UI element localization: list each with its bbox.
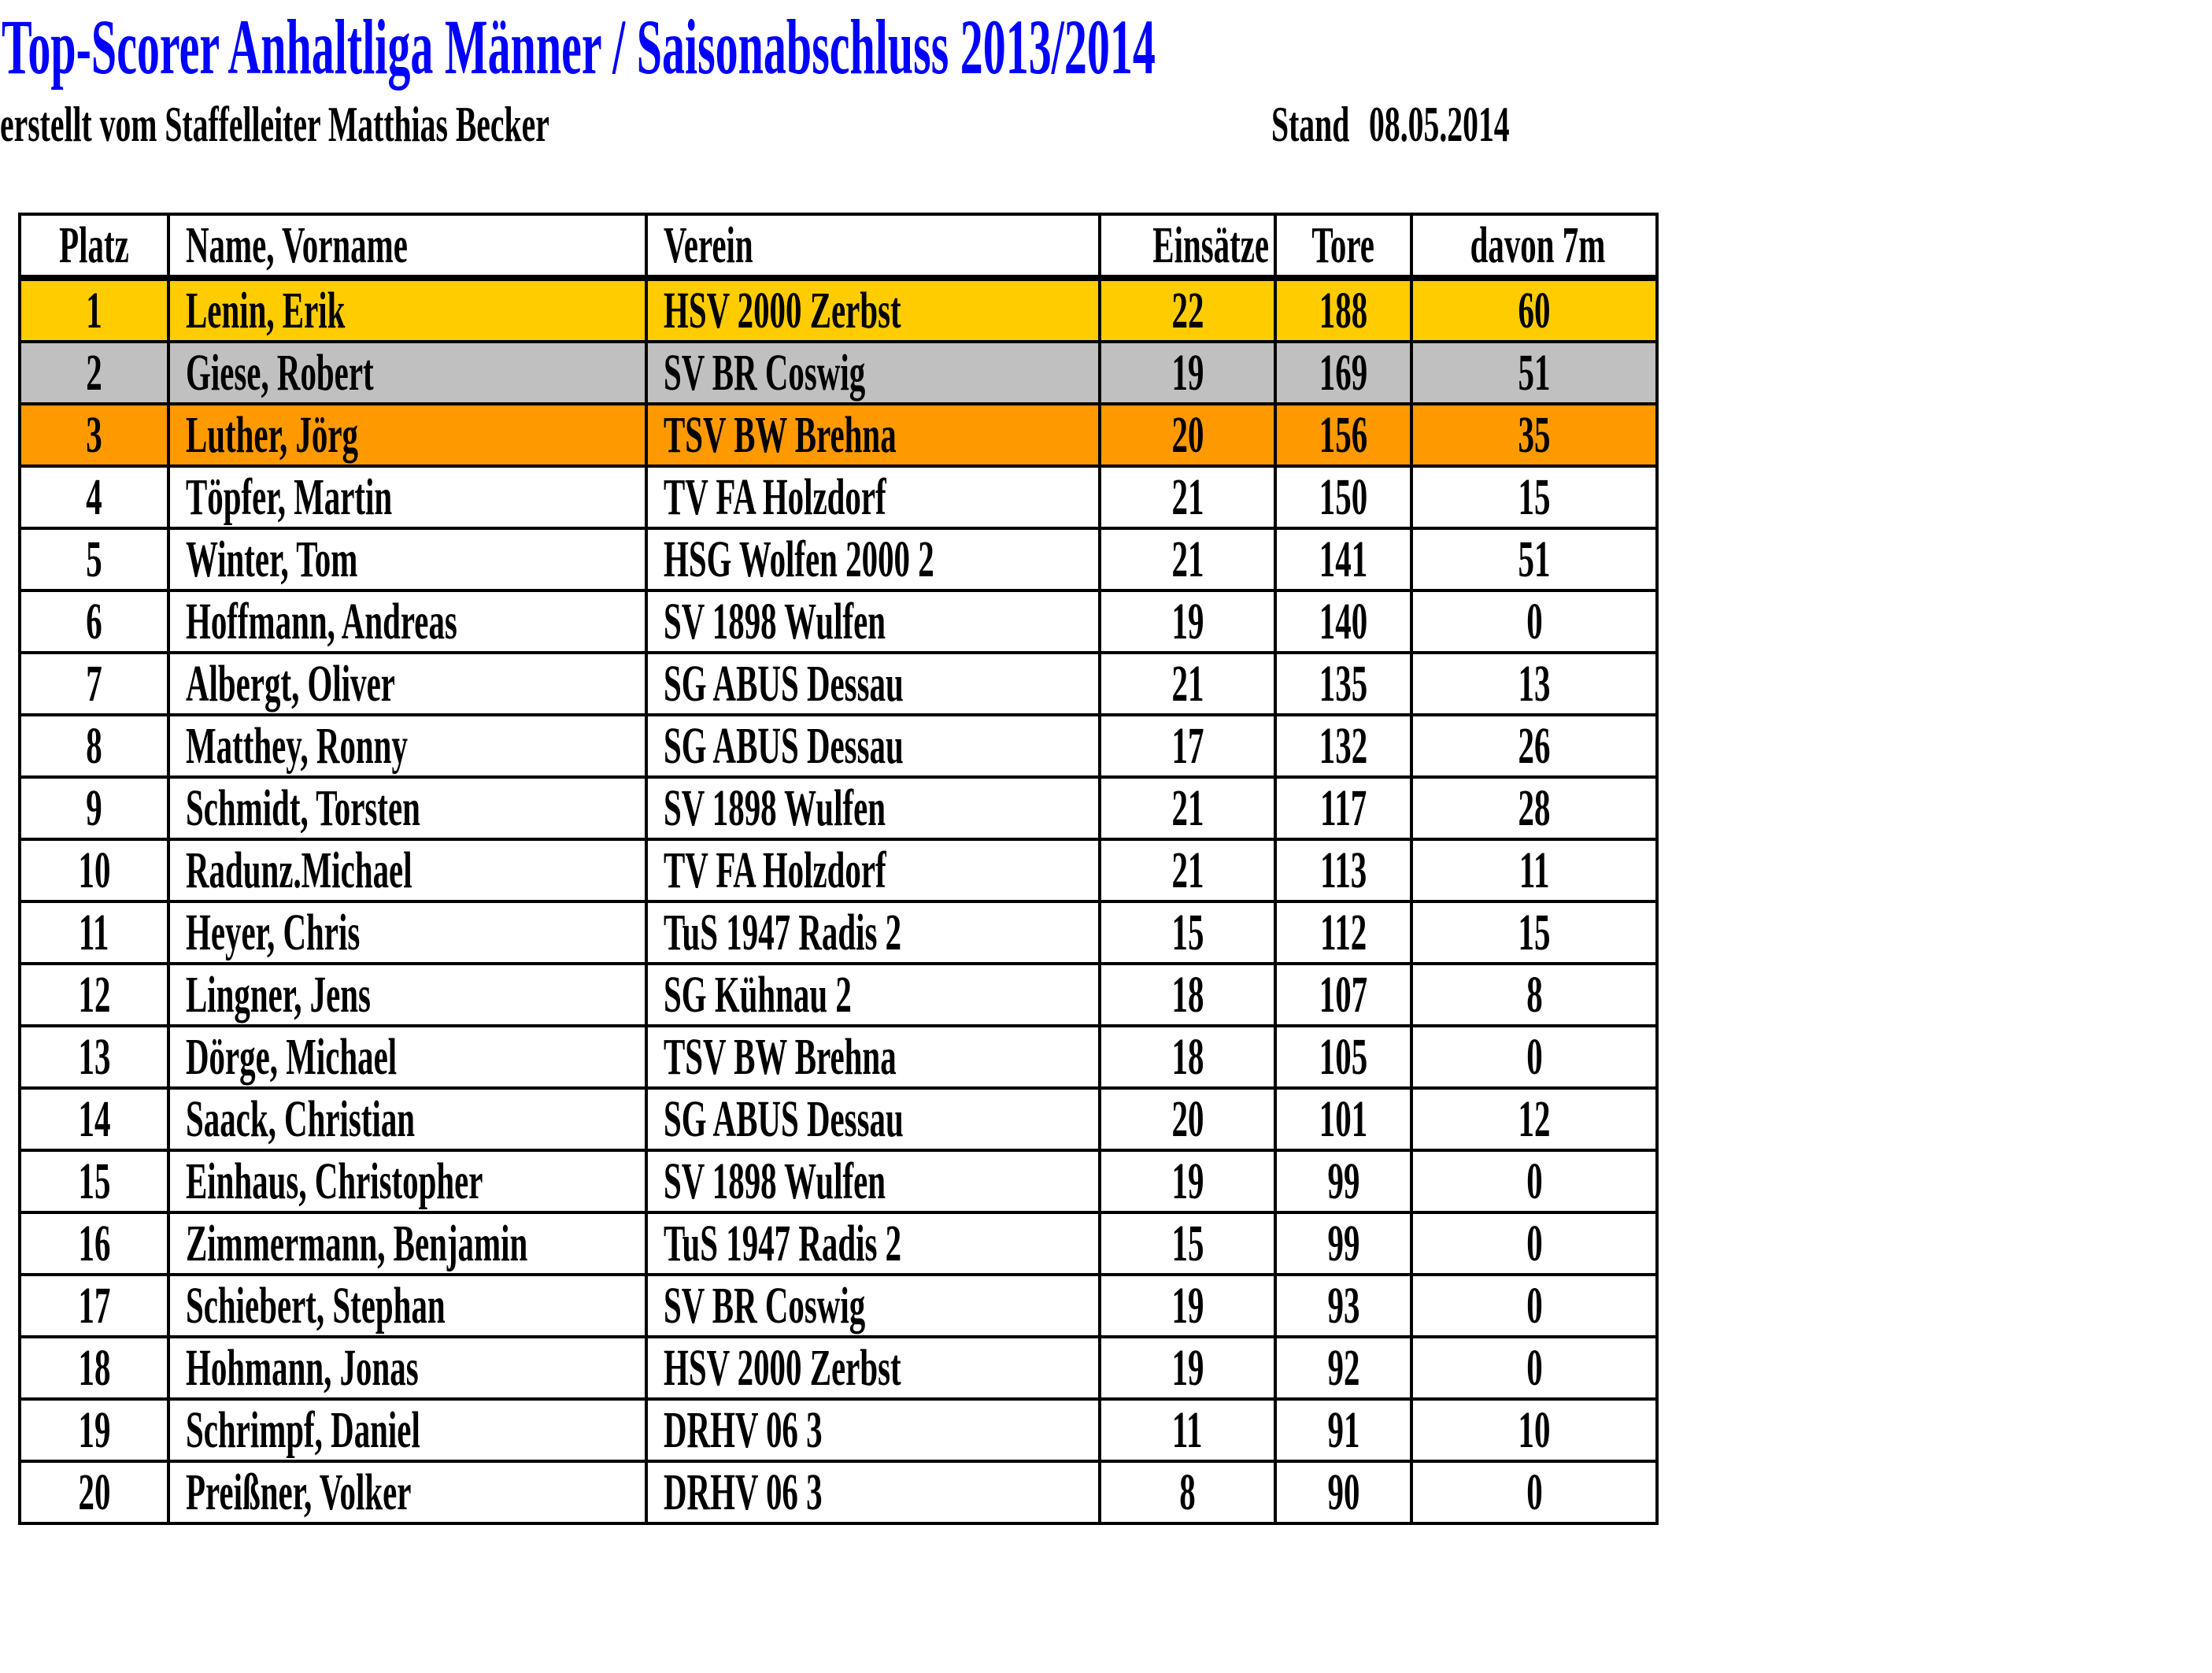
table-row bbox=[20, 1150, 1657, 1212]
cell-platz: 8 bbox=[20, 715, 168, 777]
cell-davon-7m: 28 bbox=[1411, 777, 1657, 839]
cell-platz: 2 bbox=[20, 342, 168, 404]
cell-verein: SG ABUS Dessau bbox=[646, 715, 1100, 777]
column-header-davon-7m: davon 7m bbox=[1411, 214, 1657, 278]
cell-platz: 3 bbox=[20, 404, 168, 466]
cell-einsaetze: 18 bbox=[1100, 964, 1275, 1026]
cell-davon-7m: 60 bbox=[1411, 278, 1657, 342]
table-row bbox=[20, 590, 1657, 653]
cell-einsaetze: 18 bbox=[1100, 1026, 1275, 1088]
cell-name: Giese, Robert bbox=[168, 342, 646, 404]
cell-davon-7m: 0 bbox=[1411, 1212, 1657, 1275]
cell-verein: SV 1898 Wulfen bbox=[646, 1150, 1100, 1212]
cell-name: Hohmann, Jonas bbox=[168, 1337, 646, 1399]
cell-davon-7m: 15 bbox=[1411, 901, 1657, 964]
cell-einsaetze: 19 bbox=[1100, 590, 1275, 653]
cell-verein: SV 1898 Wulfen bbox=[646, 777, 1100, 839]
cell-tore: 188 bbox=[1275, 278, 1411, 342]
cell-name: Schrimpf, Daniel bbox=[168, 1399, 646, 1461]
top-scorer-table bbox=[18, 213, 1659, 1525]
cell-platz: 4 bbox=[20, 466, 168, 528]
cell-davon-7m: 0 bbox=[1411, 1275, 1657, 1337]
cell-davon-7m: 8 bbox=[1411, 964, 1657, 1026]
cell-tore: 156 bbox=[1275, 404, 1411, 466]
cell-tore: 113 bbox=[1275, 839, 1411, 901]
table-row bbox=[20, 839, 1657, 901]
cell-tore: 132 bbox=[1275, 715, 1411, 777]
cell-davon-7m: 0 bbox=[1411, 1337, 1657, 1399]
cell-davon-7m: 15 bbox=[1411, 466, 1657, 528]
cell-einsaetze: 21 bbox=[1100, 653, 1275, 715]
cell-tore: 135 bbox=[1275, 653, 1411, 715]
cell-verein: TSV BW Brehna bbox=[646, 404, 1100, 466]
cell-davon-7m: 0 bbox=[1411, 590, 1657, 653]
cell-tore: 141 bbox=[1275, 528, 1411, 590]
cell-einsaetze: 21 bbox=[1100, 528, 1275, 590]
cell-verein: HSV 2000 Zerbst bbox=[646, 278, 1100, 342]
cell-davon-7m: 51 bbox=[1411, 342, 1657, 404]
cell-tore: 150 bbox=[1275, 466, 1411, 528]
cell-verein: SG ABUS Dessau bbox=[646, 653, 1100, 715]
cell-einsaetze: 19 bbox=[1100, 1150, 1275, 1212]
cell-name: Matthey, Ronny bbox=[168, 715, 646, 777]
cell-name: Saack, Christian bbox=[168, 1088, 646, 1150]
cell-name: Hoffmann, Andreas bbox=[168, 590, 646, 653]
author-line: erstellt vom Staffelleiter Matthias Becker bbox=[0, 96, 549, 152]
cell-tore: 93 bbox=[1275, 1275, 1411, 1337]
cell-davon-7m: 10 bbox=[1411, 1399, 1657, 1461]
cell-platz: 5 bbox=[20, 528, 168, 590]
table-row bbox=[20, 466, 1657, 528]
cell-platz: 20 bbox=[20, 1461, 168, 1523]
cell-tore: 140 bbox=[1275, 590, 1411, 653]
table-header-row bbox=[20, 214, 1657, 278]
table-row bbox=[20, 1212, 1657, 1275]
cell-tore: 101 bbox=[1275, 1088, 1411, 1150]
cell-davon-7m: 11 bbox=[1411, 839, 1657, 901]
cell-platz: 9 bbox=[20, 777, 168, 839]
table-row bbox=[20, 1275, 1657, 1337]
cell-einsaetze: 15 bbox=[1100, 901, 1275, 964]
table-row bbox=[20, 715, 1657, 777]
cell-davon-7m: 0 bbox=[1411, 1461, 1657, 1523]
cell-tore: 99 bbox=[1275, 1150, 1411, 1212]
cell-name: Einhaus, Christopher bbox=[168, 1150, 646, 1212]
cell-davon-7m: 13 bbox=[1411, 653, 1657, 715]
cell-verein: HSV 2000 Zerbst bbox=[646, 1337, 1100, 1399]
cell-verein: SV BR Coswig bbox=[646, 1275, 1100, 1337]
cell-platz: 17 bbox=[20, 1275, 168, 1337]
cell-name: Luther, Jörg bbox=[168, 404, 646, 466]
cell-platz: 11 bbox=[20, 901, 168, 964]
column-header-name: Name, Vorname bbox=[168, 214, 646, 278]
cell-tore: 112 bbox=[1275, 901, 1411, 964]
cell-name: Schmidt, Torsten bbox=[168, 777, 646, 839]
cell-name: Heyer, Chris bbox=[168, 901, 646, 964]
cell-platz: 10 bbox=[20, 839, 168, 901]
table-row bbox=[20, 278, 1657, 342]
table-row bbox=[20, 1337, 1657, 1399]
cell-tore: 117 bbox=[1275, 777, 1411, 839]
cell-davon-7m: 51 bbox=[1411, 528, 1657, 590]
cell-verein: DRHV 06 3 bbox=[646, 1461, 1100, 1523]
cell-einsaetze: 22 bbox=[1100, 278, 1275, 342]
cell-einsaetze: 21 bbox=[1100, 466, 1275, 528]
table-row bbox=[20, 1026, 1657, 1088]
cell-platz: 6 bbox=[20, 590, 168, 653]
cell-einsaetze: 8 bbox=[1100, 1461, 1275, 1523]
stand-label: Stand bbox=[1271, 96, 1350, 152]
cell-name: Lenin, Erik bbox=[168, 278, 646, 342]
column-header-verein: Verein bbox=[646, 214, 1100, 278]
cell-name: Preißner, Volker bbox=[168, 1461, 646, 1523]
cell-tore: 92 bbox=[1275, 1337, 1411, 1399]
cell-verein: SG ABUS Dessau bbox=[646, 1088, 1100, 1150]
table-row bbox=[20, 653, 1657, 715]
cell-verein: DRHV 06 3 bbox=[646, 1399, 1100, 1461]
table-row bbox=[20, 342, 1657, 404]
cell-verein: TV FA Holzdorf bbox=[646, 839, 1100, 901]
cell-verein: TSV BW Brehna bbox=[646, 1026, 1100, 1088]
column-header-platz: Platz bbox=[20, 214, 168, 278]
cell-platz: 19 bbox=[20, 1399, 168, 1461]
table-row bbox=[20, 1399, 1657, 1461]
cell-platz: 7 bbox=[20, 653, 168, 715]
cell-einsaetze: 15 bbox=[1100, 1212, 1275, 1275]
cell-einsaetze: 19 bbox=[1100, 1275, 1275, 1337]
table-row bbox=[20, 901, 1657, 964]
cell-verein: SG Kühnau 2 bbox=[646, 964, 1100, 1026]
cell-davon-7m: 0 bbox=[1411, 1150, 1657, 1212]
cell-verein: SV BR Coswig bbox=[646, 342, 1100, 404]
cell-name: Radunz.Michael bbox=[168, 839, 646, 901]
table-row bbox=[20, 777, 1657, 839]
cell-verein: TuS 1947 Radis 2 bbox=[646, 1212, 1100, 1275]
cell-einsaetze: 20 bbox=[1100, 1088, 1275, 1150]
cell-davon-7m: 35 bbox=[1411, 404, 1657, 466]
cell-name: Töpfer, Martin bbox=[168, 466, 646, 528]
table-row bbox=[20, 964, 1657, 1026]
cell-einsaetze: 21 bbox=[1100, 839, 1275, 901]
table-row bbox=[20, 528, 1657, 590]
cell-einsaetze: 17 bbox=[1100, 715, 1275, 777]
table-row bbox=[20, 404, 1657, 466]
cell-name: Lingner, Jens bbox=[168, 964, 646, 1026]
cell-einsaetze: 19 bbox=[1100, 1337, 1275, 1399]
table-row bbox=[20, 1461, 1657, 1523]
cell-verein: HSG Wolfen 2000 2 bbox=[646, 528, 1100, 590]
table-row bbox=[20, 1088, 1657, 1150]
cell-tore: 169 bbox=[1275, 342, 1411, 404]
column-header-einsaetze: Einsätze bbox=[1100, 214, 1275, 278]
cell-verein: TuS 1947 Radis 2 bbox=[646, 901, 1100, 964]
cell-davon-7m: 0 bbox=[1411, 1026, 1657, 1088]
cell-platz: 18 bbox=[20, 1337, 168, 1399]
cell-tore: 105 bbox=[1275, 1026, 1411, 1088]
cell-name: Schiebert, Stephan bbox=[168, 1275, 646, 1337]
cell-davon-7m: 12 bbox=[1411, 1088, 1657, 1150]
cell-einsaetze: 11 bbox=[1100, 1399, 1275, 1461]
cell-einsaetze: 20 bbox=[1100, 404, 1275, 466]
cell-tore: 90 bbox=[1275, 1461, 1411, 1523]
page-title: Top-Scorer Anhaltliga Männer / Saisonabschluss 2013/2014 bbox=[2, 3, 1156, 91]
stand-date-value: 08.05.2014 bbox=[1369, 96, 1510, 152]
cell-einsaetze: 19 bbox=[1100, 342, 1275, 404]
cell-tore: 91 bbox=[1275, 1399, 1411, 1461]
cell-platz: 12 bbox=[20, 964, 168, 1026]
cell-tore: 107 bbox=[1275, 964, 1411, 1026]
cell-verein: SV 1898 Wulfen bbox=[646, 590, 1100, 653]
cell-name: Albergt, Oliver bbox=[168, 653, 646, 715]
cell-tore: 99 bbox=[1275, 1212, 1411, 1275]
cell-platz: 14 bbox=[20, 1088, 168, 1150]
cell-einsaetze: 21 bbox=[1100, 777, 1275, 839]
cell-verein: TV FA Holzdorf bbox=[646, 466, 1100, 528]
column-header-tore: Tore bbox=[1275, 214, 1411, 278]
cell-platz: 16 bbox=[20, 1212, 168, 1275]
stand-date bbox=[1271, 93, 1655, 156]
cell-platz: 15 bbox=[20, 1150, 168, 1212]
cell-davon-7m: 26 bbox=[1411, 715, 1657, 777]
cell-name: Zimmermann, Benjamin bbox=[168, 1212, 646, 1275]
cell-platz: 1 bbox=[20, 278, 168, 342]
cell-name: Dörge, Michael bbox=[168, 1026, 646, 1088]
cell-platz: 13 bbox=[20, 1026, 168, 1088]
cell-name: Winter, Tom bbox=[168, 528, 646, 590]
